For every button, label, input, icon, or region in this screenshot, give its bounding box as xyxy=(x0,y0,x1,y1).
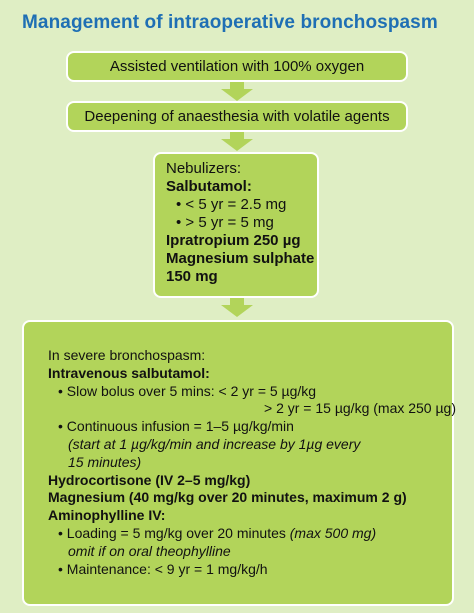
magnesium-dose: 150 mg xyxy=(166,268,218,285)
infusion-note-2: 15 minutes) xyxy=(68,453,142,470)
hydrocortisone-label: Hydrocortisone (IV 2–5 mg/kg) xyxy=(48,471,251,488)
step-deepening: Deepening of anaesthesia with volatile agents xyxy=(66,101,408,132)
infusion-note-1: (start at 1 µg/kg/min and increase by 1µg every xyxy=(68,435,361,452)
magnesium-iv-label: Magnesium (40 mg/kg over 20 minutes, maximum 2 g) xyxy=(48,489,407,506)
loading-text: • Loading = 5 mg/kg over 20 minutes xyxy=(58,524,286,541)
maintenance-line: • Maintenance: < 9 yr = 1 mg/kg/h xyxy=(58,560,268,577)
ipratropium-label: Ipratropium 250 µg xyxy=(166,232,301,249)
salbutamol-label: Salbutamol: xyxy=(166,178,252,195)
step-severe xyxy=(22,320,457,606)
page-title: Management of intraoperative bronchospasm xyxy=(22,12,438,33)
step-ventilation: Assisted ventilation with 100% oxygen xyxy=(66,51,408,82)
salbutamol-dose-under5: • < 5 yr = 2.5 mg xyxy=(176,196,287,213)
salbutamol-dose-over5: • > 5 yr = 5 mg xyxy=(176,214,274,231)
infusion-line: • Continuous infusion = 1–5 µg/kg/min xyxy=(58,418,294,435)
arrow-down-icon xyxy=(220,298,254,318)
loading-line xyxy=(48,525,452,543)
omit-note: omit if on oral theophylline xyxy=(68,542,231,559)
bolus-line-2: > 2 yr = 15 µg/kg (max 250 µg) xyxy=(264,400,457,417)
nebulizers-heading: Nebulizers: xyxy=(166,160,242,177)
bolus-line-1: • Slow bolus over 5 mins: < 2 yr = 5 µg/kg xyxy=(58,382,317,399)
arrow-down-icon xyxy=(220,132,254,152)
magnesium-label: Magnesium sulphate xyxy=(166,250,315,267)
loading-max: (max 500 mg) xyxy=(289,524,377,541)
step-nebulizers xyxy=(153,152,319,298)
iv-salbutamol-label: Intravenous salbutamol: xyxy=(48,364,210,381)
arrow-down-icon xyxy=(220,82,254,102)
severe-heading: In severe bronchospasm: xyxy=(48,347,206,363)
aminophylline-label: Aminophylline IV: xyxy=(48,507,166,524)
